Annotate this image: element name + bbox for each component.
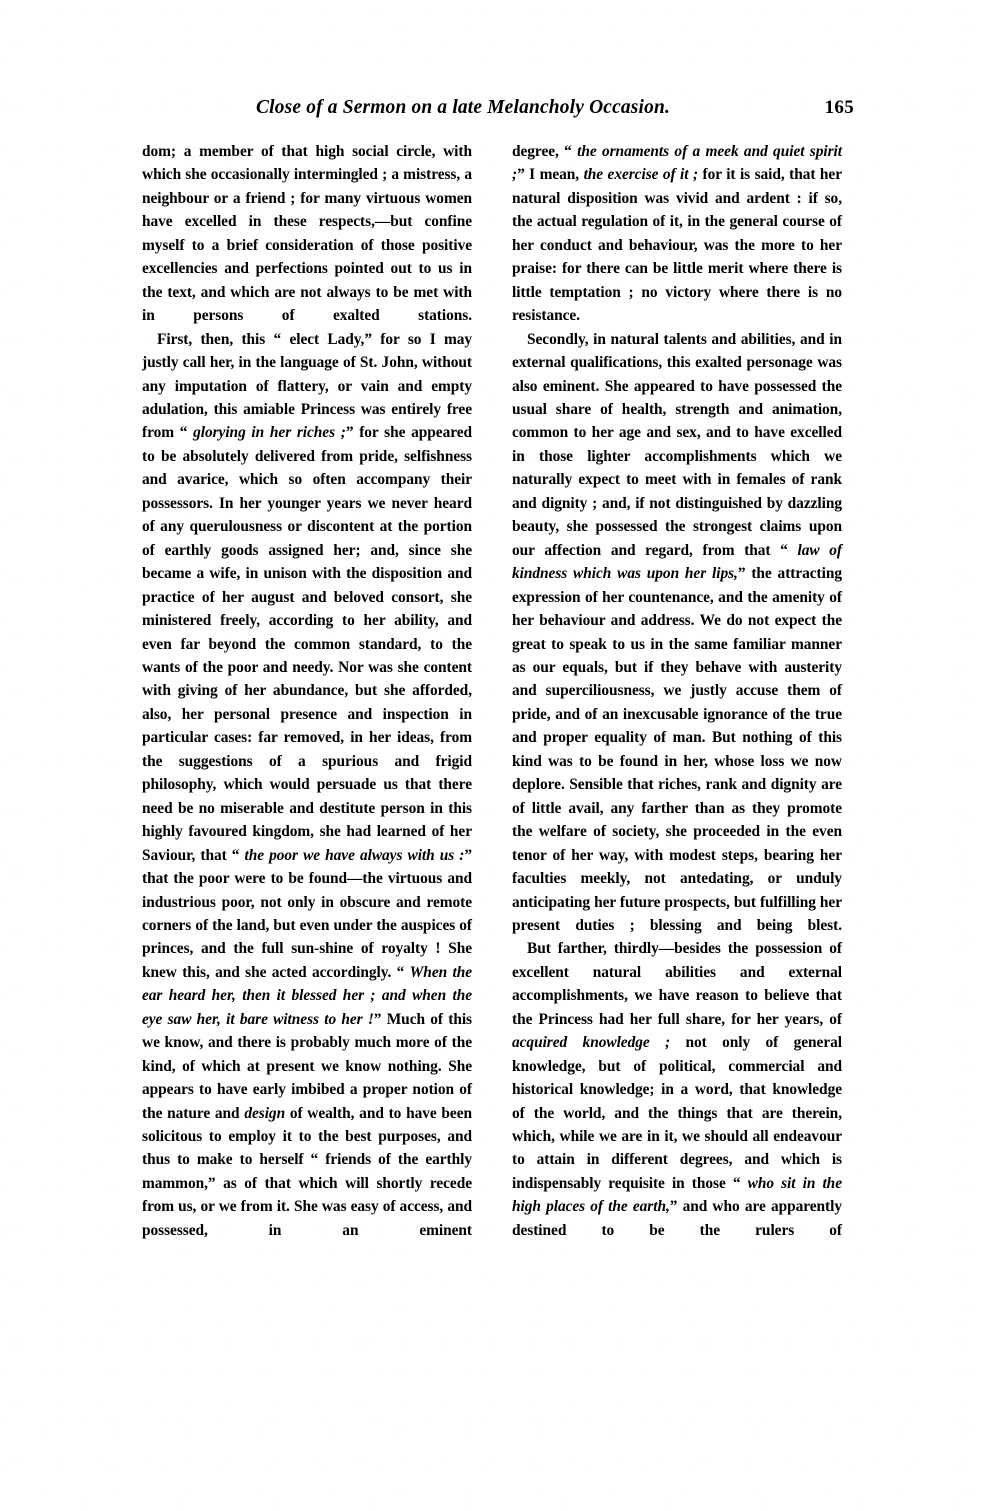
italic-quotation: who sit in the high places of the earth, (512, 1174, 842, 1216)
paragraph (512, 140, 842, 328)
page-number: 165 (824, 97, 854, 118)
text-run: dom; a member of that high social circle, with which she occasionally intermingled ; a mistress, a neighbour or a friend ; for many virtuous women have excelled in these respects,—but confine myself to a brief consideration of those positive excellencies and perfections pointed out to us in the text, and which are not always to be met with in persons of exalted stations. (142, 143, 472, 325)
italic-quotation: the ornaments of a meek and quiet spirit ; (512, 143, 842, 184)
paragraph (512, 937, 842, 1242)
paragraph (142, 140, 472, 328)
text-run: of wealth, and to have been solicitous to employ it to the best purposes, and thus to make to herself “ friends of the earthly mammon,” as of that which will shortly recede from us, or we from it. She was easy of access, and possessed, in an eminent (142, 1104, 472, 1239)
text-run: for it is said, that her natural disposition was vivid and ardent : if so, the actual regulation of it, in the general course of her conduct and behaviour, was the more to her praise: for there can be little merit where there is little temptation ; no victory where there is no resistance. (512, 166, 842, 325)
text-column-left (142, 140, 472, 1242)
text-run: ” I mean, (517, 166, 584, 184)
text-run: ” and who are apparently destined to be the rulers of (512, 1198, 842, 1239)
italic-quotation: acquired knowledge ; (512, 1034, 671, 1052)
running-head-title: Close of a Sermon on a late Melancholy Occasion. (256, 96, 671, 118)
text-run: ” for she appeared to be absolutely delivered from pride, selfishness and avarice, which so often accompany their possessors. In her younger years we never heard of any querulousness or discontent at the portion of earthly goods assigned her; and, since she became a wife, in unison with the disposition and practice of her august and beloved consort, she ministered freely, according to her ability, and even far beyond the common standard, to the wants of the poor and needy. Nor was she content with giving of her abundance, but she afforded, also, her personal presence and inspection in particular cases: far removed, in her ideas, from the suggestions of a spurious and frigid philosophy, which would persuade us that there need be no miserable and destitute person in this highly favoured kingdom, she had learned of her Saviour, that “ (142, 424, 473, 864)
text-run: ” that the poor were to be found—the virtuous and industrious poor, not only in obscure and remote corners of the land, but even under the auspices of princes, and the full sun-shine of royalty ! She knew this, and she acted accordingly. “ (142, 846, 472, 981)
paragraph (142, 328, 472, 1243)
text-run: But farther, thirdly—besides the possession of excellent natural abilities and external accomplishments, we have reason to believe that the Princess had her full share, for her years, of (512, 940, 842, 1028)
paragraph (512, 328, 842, 938)
text-run: Secondly, in natural talents and abilities, and in external qualifications, this exalted personage was also eminent. She appeared to have possessed the usual share of health, strength and animation, common to her age and sex, and to have excelled in those lighter accomplishments which we naturally expect to meet with in females of rank and dignity ; and, if not distinguished by dazzling beauty, she possessed the strongest claims upon our affection and regard, from that “ (512, 330, 842, 559)
text-column-right (512, 140, 842, 1242)
text-run: not only of general knowledge, but of political, commercial and historical knowledge; in a word, that knowledge of the world, and the things that are therein, which, while we are in it, we should all endeavour to attain in different degrees, and which is indispensably requisite in those “ (512, 1034, 842, 1192)
italic-quotation: design (244, 1104, 286, 1122)
text-run: degree, “ (512, 143, 578, 160)
italic-quotation: the exercise of it ; (583, 166, 699, 184)
italic-quotation: law of kindness which was upon her lips, (512, 541, 842, 583)
italic-quotation: When the ear heard her, then it blessed her ; and when the eye saw her, it bare witness to her ! (142, 963, 472, 1028)
text-run: ” Much of this we know, and there is probably much more of the kind, of which at present we know nothing. She appears to have early imbibed a proper notion of the nature and (142, 1010, 472, 1122)
italic-quotation: glorying in her riches ; (193, 424, 346, 442)
italic-quotation: the poor we have always with us : (244, 846, 465, 864)
text-run: ” the attracting expression of her countenance, and the amenity of her behaviour and address. We do not expect the great to speak to us in the same familiar manner as our equals, but if they behave with austerity and superciliousness, we justly accuse them of pride, and of an inexcusable ignorance of the true and proper equality of man. But nothing of this kind was to be found in her, whose loss we now deplore. Sensible that riches, rank and dignity are of little avail, any farther than as they promote the welfare of society, she proceeded in the even tenor of her way, with modest steps, bearing her faculties meekly, not antedating, or unduly anticipating her future prospects, but fulfilling her present duties ; blessing and being blest. (512, 565, 843, 934)
running-head (142, 96, 854, 124)
text-run: First, then, this “ elect Lady,” for so I may justly call her, in the language of St. John, without any imputation of flattery, or vain and empty adulation, this amiable Princess was entirely free from “ (142, 330, 472, 442)
